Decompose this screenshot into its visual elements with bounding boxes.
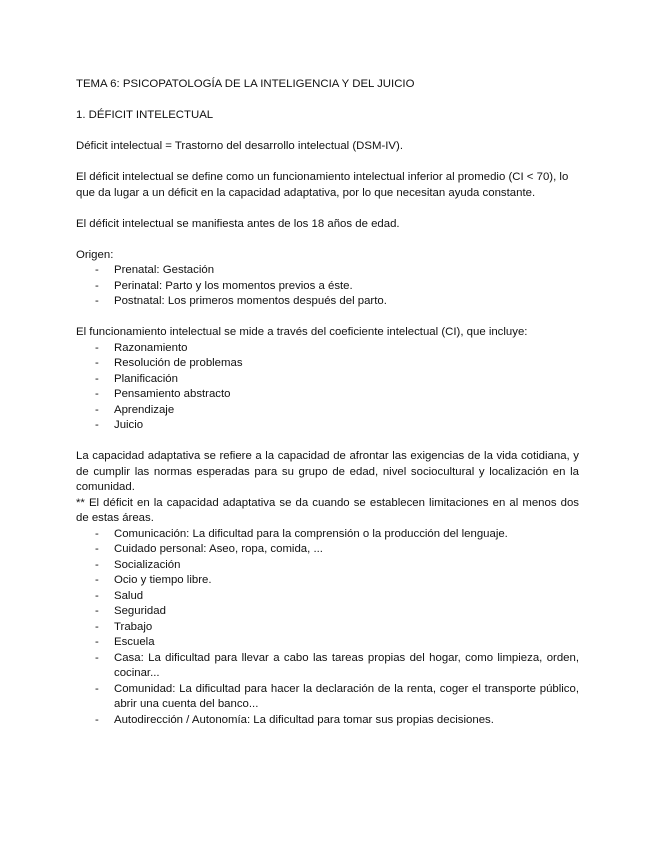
- adaptive-paragraph: La capacidad adaptativa se refiere a la capacidad de afrontar las exigencias de la vida cotidiana, y de cumplir las normas esperadas para su grupo de edad, nivel sociocultural y localización en la comunidad.: [76, 450, 579, 493]
- list-item-text: Casa: La dificultad para llevar a cabo las tareas propias del hogar, como limpieza, orden, cocinar...: [114, 651, 579, 679]
- list-item-text: Seguridad: [114, 605, 166, 617]
- dash-bullet: -: [95, 372, 99, 385]
- dash-bullet: -: [95, 636, 99, 648]
- dash-bullet: -: [95, 620, 99, 633]
- list-item-text: Pensamiento abstracto: [114, 388, 231, 400]
- dash-bullet: -: [95, 543, 99, 555]
- dash-bullet: -: [95, 295, 99, 307]
- list-item: [76, 682, 579, 713]
- list-item-text: Comunicación: La dificultad para la comprensión o la producción del lenguaje.: [114, 527, 508, 540]
- adaptive-note: ** El déficit en la capacidad adaptativa se da cuando se establecen limitaciones en al menos dos de estas áreas.: [76, 496, 579, 524]
- origin-list: [76, 263, 579, 310]
- list-item: [76, 651, 579, 682]
- onset-paragraph: El déficit intelectual se manifiesta antes de los 18 años de edad.: [76, 217, 400, 230]
- list-item: [76, 263, 579, 279]
- list-item: [76, 341, 579, 357]
- list-item: [76, 713, 579, 729]
- list-item: [76, 604, 579, 620]
- list-item-text: Cuidado personal: Aseo, ropa, comida, ...: [114, 543, 323, 555]
- list-item: [76, 635, 579, 651]
- list-item: [76, 418, 579, 434]
- functioning-list: [76, 341, 579, 434]
- list-item: [76, 589, 579, 605]
- dash-bullet: -: [95, 264, 99, 276]
- list-item-text: Escuela: [114, 636, 155, 648]
- list-item-text: Comunidad: La dificultad para hacer la declaración de la renta, coger el transporte público, abrir una cuenta del banco...: [114, 682, 579, 710]
- list-item-text: Autodirección / Autonomía: La dificultad para tomar sus propias decisiones.: [114, 713, 494, 726]
- list-item-text: Trabajo: [114, 620, 153, 633]
- list-item-text: Salud: [114, 589, 144, 602]
- list-item-text: Juicio: [114, 419, 144, 431]
- list-item: [76, 573, 579, 589]
- list-item: [76, 356, 579, 372]
- section-heading: 1. DÉFICIT INTELECTUAL: [76, 109, 214, 121]
- document-title: TEMA 6: PSICOPATOLOGÍA DE LA INTELIGENCIA Y DEL JUICIO: [76, 78, 415, 90]
- list-item: [76, 279, 579, 295]
- dash-bullet: -: [95, 341, 99, 354]
- dash-bullet: -: [95, 713, 99, 726]
- dash-bullet: -: [95, 527, 99, 540]
- definition-paragraph: El déficit intelectual se define como un funcionamiento intelectual inferior al promedio (CI < 70), lo que da lugar a un déficit en la capacidad adaptativa, por lo que necesitan ayuda constante.: [76, 171, 569, 199]
- functioning-intro: El funcionamiento intelectual se mide a través del coeficiente intelectual (CI), que incluye:: [76, 326, 528, 338]
- dash-bullet: -: [95, 682, 99, 695]
- list-item-text: Resolución de problemas: [114, 357, 243, 369]
- list-item-text: Razonamiento: [114, 341, 188, 354]
- dash-bullet: -: [95, 558, 99, 571]
- list-item: [76, 620, 579, 636]
- dash-bullet: -: [95, 651, 99, 664]
- definition-line: Déficit intelectual = Trastorno del desarrollo intelectual (DSM-IV).: [76, 140, 403, 152]
- list-item-text: Prenatal: Gestación: [114, 264, 215, 276]
- list-item: [76, 527, 579, 543]
- list-item: [76, 387, 579, 403]
- dash-bullet: -: [95, 605, 99, 617]
- list-item-text: Ocio y tiempo libre.: [114, 574, 212, 586]
- origin-label: Origen:: [76, 248, 114, 261]
- dash-bullet: -: [95, 357, 99, 369]
- list-item: [76, 294, 579, 310]
- dash-bullet: -: [95, 388, 99, 400]
- list-item-text: Planificación: [114, 372, 178, 385]
- dash-bullet: -: [95, 589, 99, 602]
- list-item: [76, 558, 579, 574]
- list-item-text: Aprendizaje: [114, 403, 175, 416]
- dash-bullet: -: [95, 279, 99, 292]
- list-item-text: Socialización: [114, 558, 181, 571]
- list-item: [76, 372, 579, 388]
- list-item-text: Postnatal: Los primeros momentos después del parto.: [114, 295, 387, 307]
- dash-bullet: -: [95, 574, 99, 586]
- dash-bullet: -: [95, 403, 99, 416]
- list-item-text: Perinatal: Parto y los momentos previos a éste.: [114, 279, 353, 292]
- adaptive-areas-list: [76, 527, 579, 729]
- document-page: [76, 77, 579, 728]
- list-item: [76, 542, 579, 558]
- list-item: [76, 403, 579, 419]
- dash-bullet: -: [95, 419, 99, 431]
